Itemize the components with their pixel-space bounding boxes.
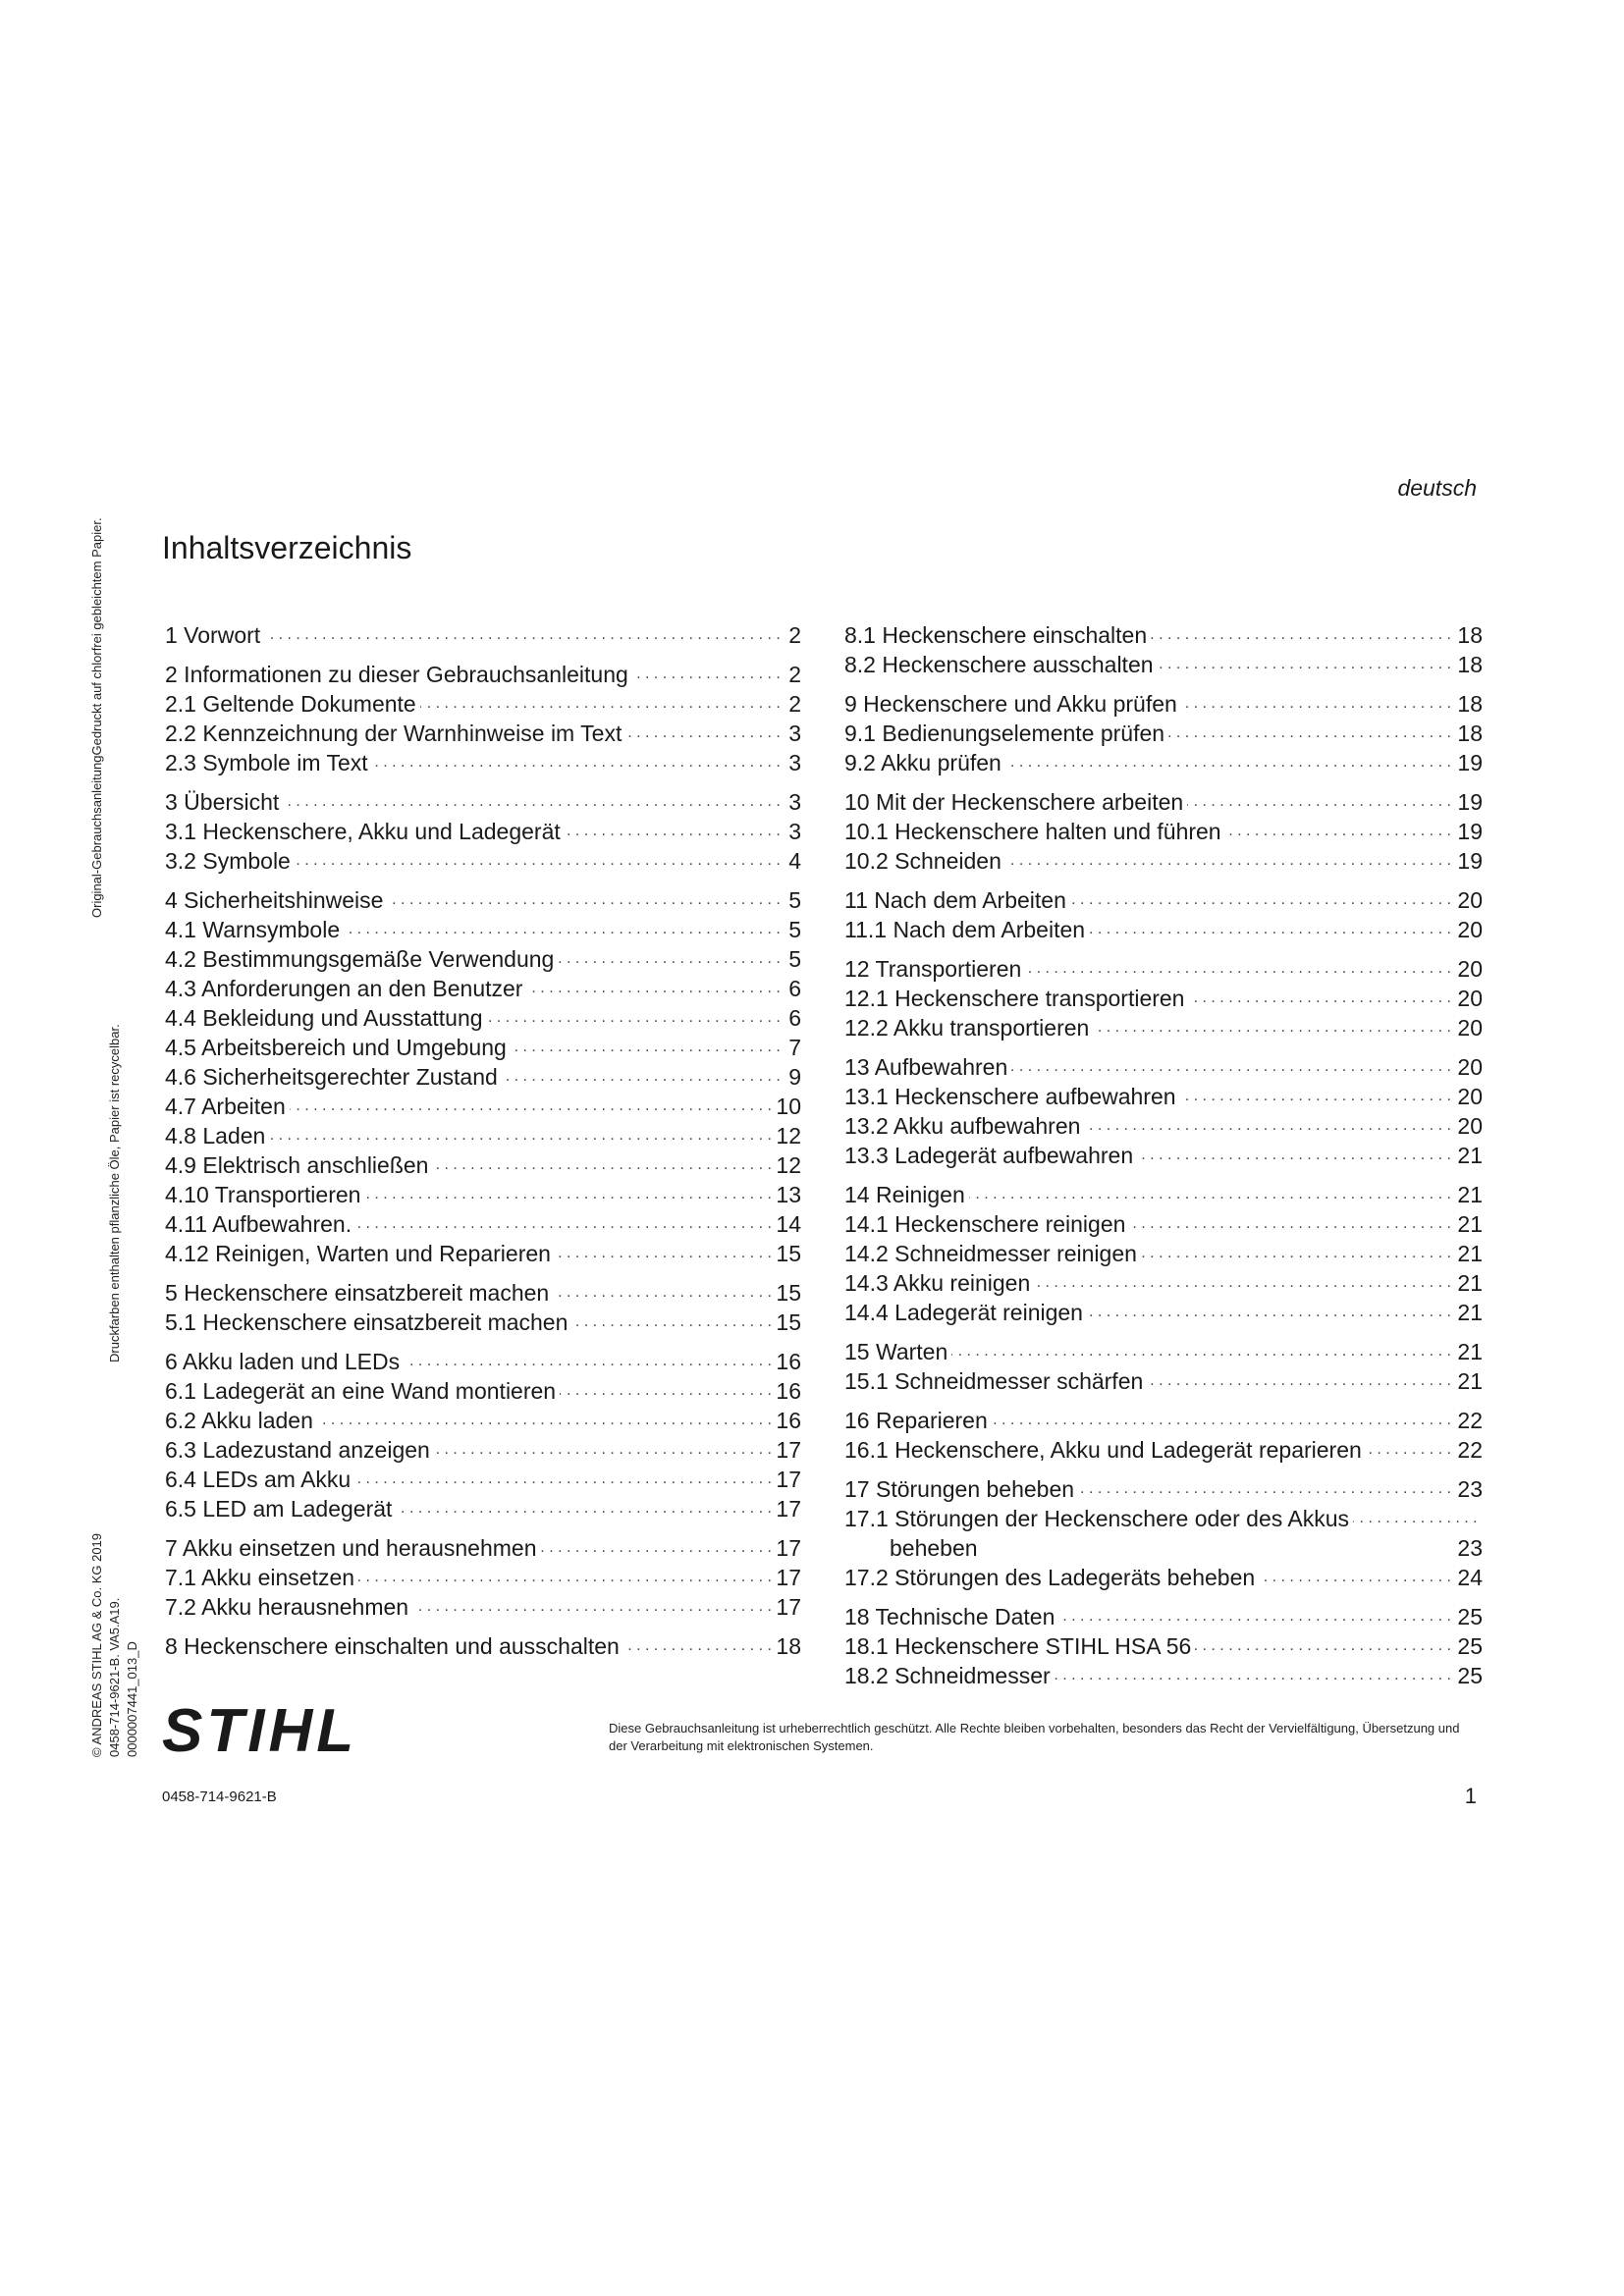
toc-entry-page: 12 — [773, 1121, 801, 1150]
toc-section-entry — [165, 817, 801, 846]
toc-entry-title: 11.1 Nach dem Arbeiten — [844, 917, 1089, 942]
toc-entry-page: 17 — [773, 1563, 801, 1592]
toc-entry-page: 9 — [785, 1062, 801, 1092]
toc-section-entry — [844, 1366, 1483, 1396]
toc-section-entry — [844, 1239, 1483, 1268]
toc-section-entry — [844, 719, 1483, 748]
page-title: Inhaltsverzeichnis — [162, 530, 412, 565]
toc-entry-title: 8 Heckenschere einschalten und ausschalten — [165, 1633, 623, 1659]
toc-entry-page: 15 — [773, 1308, 801, 1337]
toc-entry-title: 2.2 Kennzeichnung der Warnhinweise im Text — [165, 721, 625, 746]
toc-entry-page: 17 — [773, 1435, 801, 1465]
toc-entry-title: 5.1 Heckenschere einsatzbereit machen — [165, 1309, 571, 1335]
toc-entry-title: 10.2 Schneiden — [844, 848, 1005, 874]
toc-entry-title: 2.1 Geltende Dokumente — [165, 691, 420, 717]
toc-left-column — [165, 620, 801, 1661]
toc-entry-page: 13 — [773, 1180, 801, 1209]
toc-section-entry — [844, 748, 1483, 777]
toc-section-entry — [844, 1435, 1483, 1465]
toc-chapter-entry — [844, 885, 1483, 915]
toc-chapter-entry — [165, 885, 801, 915]
toc-entry-title: 14.2 Schneidmesser reinigen — [844, 1241, 1141, 1266]
toc-entry-title: 6 Akku laden und LEDs — [165, 1349, 404, 1374]
toc-section-entry — [165, 1563, 801, 1592]
toc-entry-title: 4.4 Bekleidung und Ausstattung — [165, 1005, 487, 1031]
toc-entry-page: 10 — [773, 1092, 801, 1121]
toc-entry-page: 19 — [1454, 817, 1483, 846]
toc-entry-title: 4.10 Transportieren — [165, 1182, 364, 1207]
toc-entry-title: 7.2 Akku herausnehmen — [165, 1594, 412, 1620]
toc-entry-page: 22 — [1454, 1406, 1483, 1435]
toc-chapter-entry — [844, 954, 1483, 984]
toc-entry-page: 3 — [785, 787, 801, 817]
toc-entry-page: 25 — [1454, 1602, 1483, 1631]
toc-entry-title: 7 Akku einsetzen und herausnehmen — [165, 1535, 541, 1561]
toc-entry-title: 6.5 LED am Ladegerät — [165, 1496, 396, 1522]
toc-entry-page: 17 — [773, 1494, 801, 1523]
toc-chapter-entry — [165, 1347, 801, 1376]
toc-entry-page: 15 — [773, 1278, 801, 1308]
toc-section-entry — [165, 915, 801, 944]
side-text-copyright: © ANDREAS STIHL AG & Co. KG 2019 — [89, 1532, 104, 1757]
toc-entry-title: 4.7 Arbeiten — [165, 1094, 290, 1119]
toc-section-entry — [165, 1406, 801, 1435]
toc-section-entry — [844, 984, 1483, 1013]
toc-entry-title: 7.1 Akku einsetzen — [165, 1565, 358, 1590]
toc-entry-page: 14 — [773, 1209, 801, 1239]
toc-entry-title: 4.12 Reinigen, Warten und Reparieren — [165, 1241, 555, 1266]
toc-section-entry — [165, 719, 801, 748]
toc-section-entry — [844, 1013, 1483, 1042]
toc-entry-title: 2 Informationen zu dieser Gebrauchsanleitung — [165, 662, 632, 687]
toc-section-entry — [844, 1298, 1483, 1327]
toc-entry-title: 8.1 Heckenschere einschalten — [844, 622, 1151, 648]
toc-section-entry — [165, 1308, 801, 1337]
toc-entry-title: . . . 17.1 Störungen der Heckenschere oder des Akkus — [844, 1504, 1353, 1533]
language-label: deutsch — [1397, 475, 1477, 501]
toc-entry-title: 6.4 LEDs am Akku — [165, 1467, 354, 1492]
toc-chapter-entry — [844, 689, 1483, 719]
toc-entry-title: 9 Heckenschere und Akku prüfen — [844, 691, 1181, 717]
toc-entry-title: 18 Technische Daten — [844, 1604, 1058, 1629]
toc-entry-page: 5 — [785, 915, 801, 944]
toc-chapter-entry — [844, 1180, 1483, 1209]
toc-entry-title: 13.1 Heckenschere aufbewahren — [844, 1084, 1180, 1109]
toc-section-entry — [165, 1033, 801, 1062]
toc-entry-page: 22 — [1454, 1435, 1483, 1465]
toc-entry-page: 21 — [1454, 1337, 1483, 1366]
toc-entry-page: 19 — [1454, 787, 1483, 817]
toc-section-entry — [844, 846, 1483, 876]
toc-section-entry — [844, 620, 1483, 650]
toc-section-entry — [844, 915, 1483, 944]
toc-entry-page: 21 — [1454, 1180, 1483, 1209]
toc-chapter-entry — [165, 660, 801, 689]
toc-entry-page: 23 — [1454, 1474, 1483, 1504]
toc-chapter-entry — [844, 787, 1483, 817]
side-text-paper: Original-GebrauchsanleitungGedruckt auf chlorfrei gebleichtem Papier. — [89, 517, 104, 918]
toc-section-entry — [165, 1435, 801, 1465]
toc-section-entry — [844, 1141, 1483, 1170]
toc-entry-page: 12 — [773, 1150, 801, 1180]
toc-entry-title: 4.5 Arbeitsbereich und Umgebung — [165, 1035, 511, 1060]
toc-entry-title: 15.1 Schneidmesser schärfen — [844, 1368, 1147, 1394]
toc-chapter-entry — [844, 1602, 1483, 1631]
toc-entry-title: 4.3 Anforderungen an den Benutzer — [165, 976, 526, 1001]
toc-entry-page: 21 — [1454, 1366, 1483, 1396]
toc-section-entry — [165, 748, 801, 777]
toc-chapter-entry — [844, 1474, 1483, 1504]
toc-entry-title: 13.2 Akku aufbewahren — [844, 1113, 1084, 1139]
toc-section-entry — [844, 1661, 1483, 1690]
toc-right-column — [844, 620, 1483, 1690]
toc-entry-title: 11 Nach dem Arbeiten — [844, 887, 1070, 913]
toc-entry-page: 18 — [773, 1631, 801, 1661]
logo-text: STIHL — [162, 1704, 358, 1759]
toc-entry-title: 6.2 Akku laden — [165, 1408, 317, 1433]
toc-entry-page: 2 — [785, 689, 801, 719]
toc-section-entry — [165, 974, 801, 1003]
toc-entry-title: 12 Transportieren — [844, 956, 1025, 982]
page-number: 1 — [1464, 1784, 1477, 1808]
toc-entry-title-continued: beheben — [844, 1533, 982, 1563]
toc-entry-page: 5 — [785, 885, 801, 915]
toc-entry-page: 20 — [1454, 915, 1483, 944]
toc-entry-title: 6.3 Ladezustand anzeigen — [165, 1437, 434, 1463]
toc-entry-page: 23 — [1454, 1533, 1483, 1563]
toc-entry-title: 5 Heckenschere einsatzbereit machen — [165, 1280, 553, 1306]
toc-section-entry — [844, 1209, 1483, 1239]
toc-entry-page: 6 — [785, 974, 801, 1003]
toc-entry-page: 20 — [1454, 885, 1483, 915]
toc-entry-page: 7 — [785, 1033, 801, 1062]
toc-entry-page: 18 — [1454, 620, 1483, 650]
toc-entry-page: 21 — [1454, 1209, 1483, 1239]
toc-chapter-entry — [165, 620, 801, 650]
toc-entry-page: 21 — [1454, 1268, 1483, 1298]
toc-entry-title: 9.1 Bedienungselemente prüfen — [844, 721, 1168, 746]
toc-section-entry — [165, 1092, 801, 1121]
toc-entry-title: 14 Reinigen — [844, 1182, 969, 1207]
toc-entry-title: 12.2 Akku transportieren — [844, 1015, 1093, 1041]
toc-section-entry — [165, 1003, 801, 1033]
toc-entry-title: 4.1 Warnsymbole — [165, 917, 344, 942]
toc-entry-title: 15 Warten — [844, 1339, 951, 1364]
toc-entry-title: 1 Vorwort — [165, 622, 264, 648]
copyright-notice: Diese Gebrauchsanleitung ist urheberrechtlich geschützt. Alle Rechte bleiben vorbehalten, besonders das Recht der Vervielfältigung, Übersetzung und der Verarbeitung mit elektronischen Systemen. — [609, 1721, 1460, 1753]
toc-entry-title: 4.6 Sicherheitsgerechter Zustand — [165, 1064, 502, 1090]
toc-entry-page: 16 — [773, 1347, 801, 1376]
toc-section-entry — [165, 944, 801, 974]
toc-chapter-entry — [165, 1533, 801, 1563]
toc-entry-page: 18 — [1454, 650, 1483, 679]
toc-section-entry — [165, 846, 801, 876]
toc-entry-title: 4.8 Laden — [165, 1123, 269, 1148]
toc-section-entry — [844, 1504, 1483, 1563]
toc-section-entry — [844, 817, 1483, 846]
toc-entry-page: 3 — [785, 719, 801, 748]
toc-entry-page: 25 — [1454, 1661, 1483, 1690]
side-text-id: 0000007441_013_D — [125, 1641, 139, 1757]
side-text-inks: Druckfarben enthalten pflanzliche Öle, Papier ist recycelbar. — [107, 1024, 122, 1362]
toc-entry-title: 4.2 Bestimmungsgemäße Verwendung — [165, 946, 558, 972]
toc-entry-page: 20 — [1454, 954, 1483, 984]
toc-chapter-entry — [165, 787, 801, 817]
toc-entry-title: 18.2 Schneidmesser — [844, 1663, 1055, 1688]
toc-section-entry — [844, 1268, 1483, 1298]
toc-entry-title: 3.2 Symbole — [165, 848, 295, 874]
toc-entry-title: 2.3 Symbole im Text — [165, 750, 372, 775]
toc-entry-page: 3 — [785, 748, 801, 777]
toc-entry-page: 4 — [785, 846, 801, 876]
toc-entry-title: 10 Mit der Heckenschere arbeiten — [844, 789, 1187, 815]
toc-entry-title: 4.9 Elektrisch anschließen — [165, 1152, 432, 1178]
toc-entry-page: 20 — [1454, 984, 1483, 1013]
toc-entry-title: 4.11 Aufbewahren. — [165, 1211, 355, 1237]
toc-entry-page: 19 — [1454, 846, 1483, 876]
toc-entry-title: 14.1 Heckenschere reinigen — [844, 1211, 1129, 1237]
toc-entry-title: 3 Übersicht — [165, 789, 283, 815]
toc-entry-page: 21 — [1454, 1239, 1483, 1268]
toc-entry-title: 3.1 Heckenschere, Akku und Ladegerät — [165, 819, 565, 844]
toc-entry-page: 24 — [1454, 1563, 1483, 1592]
toc-entry-page: 16 — [773, 1406, 801, 1435]
toc-entry-page: 18 — [1454, 719, 1483, 748]
toc-entry-page: 2 — [785, 660, 801, 689]
toc-entry-title: 18.1 Heckenschere STIHL HSA 56 — [844, 1633, 1195, 1659]
toc-section-entry — [165, 1209, 801, 1239]
toc-section-entry — [165, 1465, 801, 1494]
toc-entry-page: 16 — [773, 1376, 801, 1406]
toc-entry-page: 20 — [1454, 1052, 1483, 1082]
toc-entry-title: 10.1 Heckenschere halten und führen — [844, 819, 1225, 844]
toc-entry-title: 13 Aufbewahren — [844, 1054, 1011, 1080]
toc-section-entry — [165, 1376, 801, 1406]
toc-chapter-entry — [844, 1052, 1483, 1082]
toc-section-entry — [165, 1592, 801, 1622]
toc-entry-page: 6 — [785, 1003, 801, 1033]
toc-entry-page: 20 — [1454, 1111, 1483, 1141]
stihl-logo — [162, 1704, 388, 1764]
toc-chapter-entry — [165, 1631, 801, 1661]
toc-section-entry — [844, 1563, 1483, 1592]
toc-entry-title: 17 Störungen beheben — [844, 1476, 1078, 1502]
document-number: 0458-714-9621-B — [162, 1789, 277, 1805]
toc-entry-page: 18 — [1454, 689, 1483, 719]
toc-entry-title: 16.1 Heckenschere, Akku und Ladegerät reparieren — [844, 1437, 1366, 1463]
toc-entry-title: 12.1 Heckenschere transportieren — [844, 986, 1188, 1011]
toc-entry-title: 8.2 Heckenschere ausschalten — [844, 652, 1158, 677]
toc-entry-page: 3 — [785, 817, 801, 846]
toc-entry-title: 17.2 Störungen des Ladegeräts beheben — [844, 1565, 1259, 1590]
toc-entry-page: 2 — [785, 620, 801, 650]
toc-section-entry — [165, 1239, 801, 1268]
toc-section-entry — [844, 1111, 1483, 1141]
toc-entry-page: 5 — [785, 944, 801, 974]
toc-entry-page: 19 — [1454, 748, 1483, 777]
toc-entry-page: 21 — [1454, 1141, 1483, 1170]
toc-section-entry — [165, 1150, 801, 1180]
toc-section-entry — [165, 1180, 801, 1209]
toc-entry-page: 17 — [773, 1592, 801, 1622]
toc-section-entry — [165, 1062, 801, 1092]
toc-entry-page: 15 — [773, 1239, 801, 1268]
toc-entry-page: 17 — [773, 1533, 801, 1563]
toc-entry-title: 6.1 Ladegerät an eine Wand montieren — [165, 1378, 560, 1404]
toc-entry-page: 21 — [1454, 1298, 1483, 1327]
toc-entry-page: 17 — [773, 1465, 801, 1494]
toc-entry-title: 13.3 Ladegerät aufbewahren — [844, 1143, 1137, 1168]
toc-entry-title: 9.2 Akku prüfen — [844, 750, 1005, 775]
toc-section-entry — [844, 650, 1483, 679]
toc-section-entry — [165, 1121, 801, 1150]
toc-section-entry — [844, 1082, 1483, 1111]
toc-entry-page: 20 — [1454, 1013, 1483, 1042]
toc-section-entry — [844, 1631, 1483, 1661]
toc-section-entry — [165, 689, 801, 719]
toc-entry-title: 14.3 Akku reinigen — [844, 1270, 1034, 1296]
toc-chapter-entry — [844, 1406, 1483, 1435]
toc-entry-page: 20 — [1454, 1082, 1483, 1111]
toc-chapter-entry — [844, 1337, 1483, 1366]
toc-entry-title: 4 Sicherheitshinweise — [165, 887, 387, 913]
toc-entry-title: 16 Reparieren — [844, 1408, 992, 1433]
toc-entry-title: 14.4 Ladegerät reinigen — [844, 1300, 1087, 1325]
toc-section-entry — [165, 1494, 801, 1523]
side-text-version: 0458-714-9621-B. VA5.A19. — [107, 1597, 122, 1757]
toc-chapter-entry — [165, 1278, 801, 1308]
toc-entry-page: 25 — [1454, 1631, 1483, 1661]
